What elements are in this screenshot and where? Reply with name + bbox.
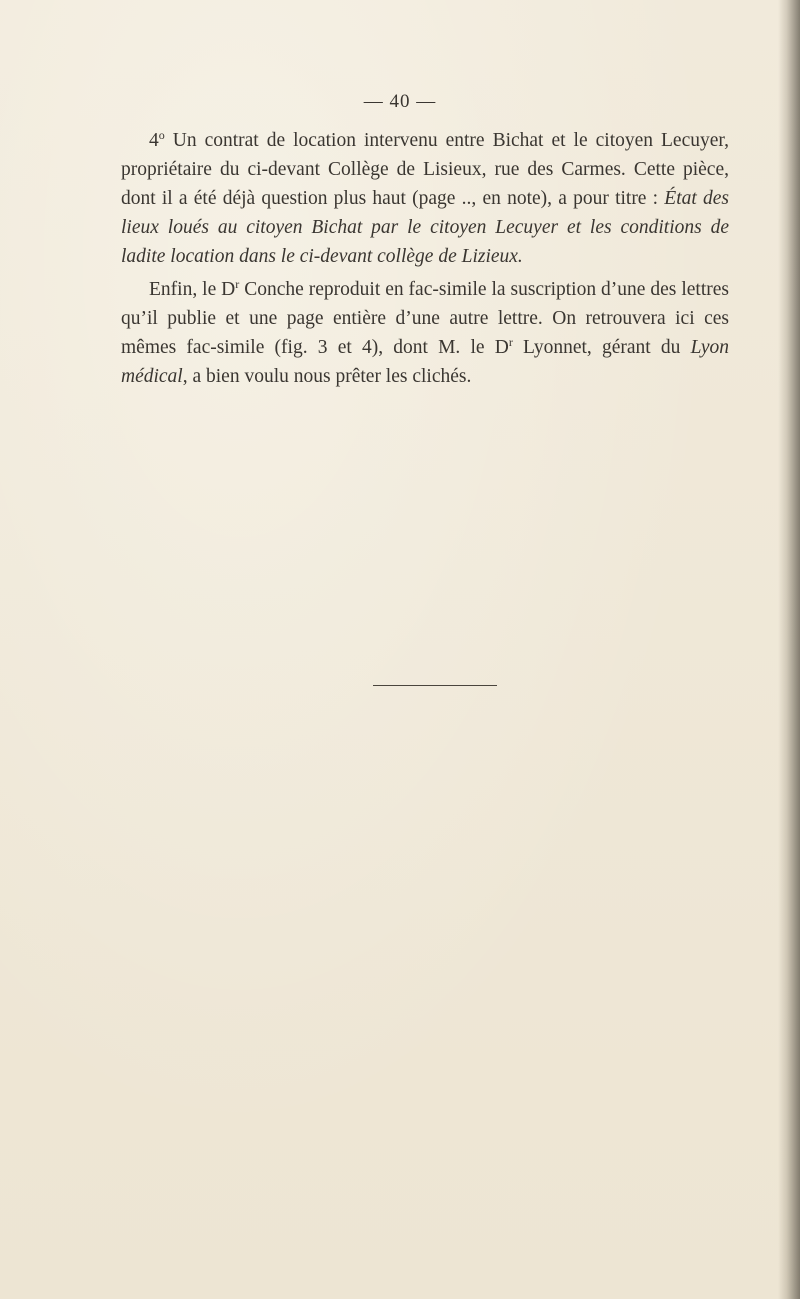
doctor-abbrev-superscript: r	[235, 277, 240, 291]
page-number: — 40 —	[363, 91, 437, 112]
document-title: État des lieux loués au citoyen Bichat par le citoyen Lecuyer et les conditions de ladite location dans le ci-devant collège de Lizieux.	[121, 188, 729, 267]
paragraph-contract	[121, 126, 729, 271]
paragraph-text: Un contrat de location intervenu entre Bichat et le citoyen Lecuyer, propriétaire du ci-devant Collège de Lisieux, rue des Carmes. Cette pièce, dont il a été déjà question plus haut (page .., en note), a pour titre :	[121, 130, 729, 209]
item-number-superscript: o	[158, 128, 165, 142]
doctor-abbrev-superscript: r	[508, 335, 513, 349]
journal-title: Lyon médical	[121, 337, 729, 387]
paragraph-text: , a bien voulu nous prêter les clichés.	[182, 366, 472, 387]
paragraph-text: Lyonnet, gérant du	[512, 337, 691, 358]
paragraph-text: Enfin, le D	[149, 279, 236, 300]
item-number: 4	[149, 130, 159, 151]
page-edge-shadow	[778, 0, 800, 1299]
paragraph-text: Conche reproduit en fac-simile la suscription d’une des lettres qu’il publie et une page entière d’une autre lettre. On retrouvera ici ces mêmes fac-simile (fig. 3 et 4), dont M. le D	[121, 279, 729, 358]
section-divider	[373, 685, 497, 686]
body-text	[121, 126, 729, 391]
paragraph-facsimile	[121, 275, 729, 391]
